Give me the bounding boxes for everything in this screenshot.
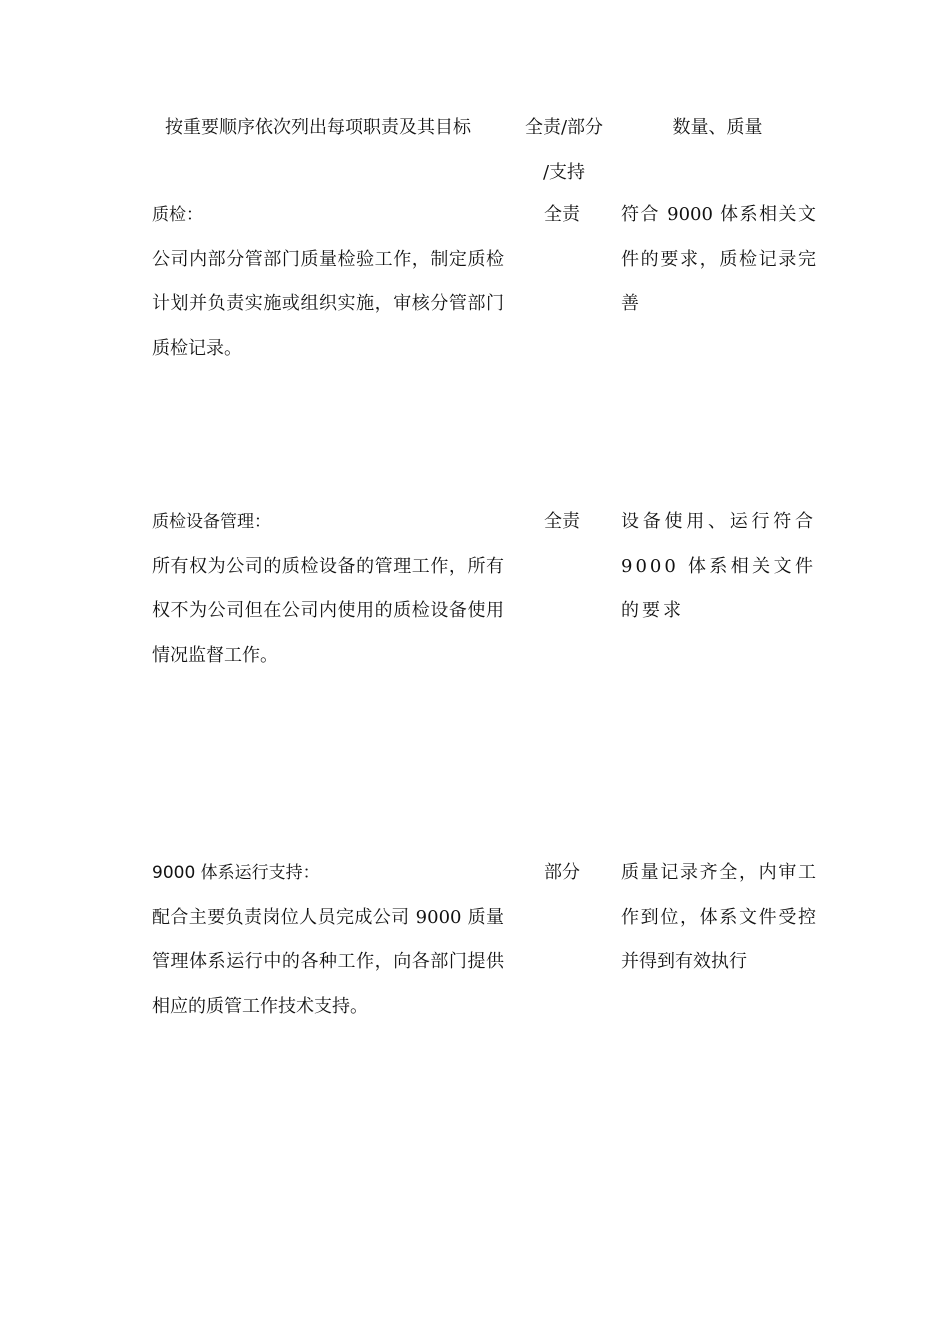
header-scope-line2: /支持: [542, 162, 586, 183]
scope-cell: 全责: [544, 204, 580, 225]
duty-title: 9000 体系运行支持：: [152, 863, 320, 883]
header-measure-column: 数量、质量: [672, 117, 763, 138]
measure-cell: 符合 9000 体系相关文件的要求，质检记录完善: [621, 204, 816, 314]
duty-description: 配合主要负责岗位人员完成公司 9000 质量管理体系运行中的各种工作，向各部门提供相应的质管工作技术支持。: [152, 906, 504, 1017]
scope-cell: 全责: [544, 511, 580, 532]
measure-cell: 设备使用、运行符合 9000 体系相关文件的要求: [621, 511, 816, 621]
duty-description: 所有权为公司的质检设备的管理工作，所有权不为公司但在公司内使用的质检设备使用情况监督工作。: [152, 555, 504, 666]
duty-title: 质检设备管理：: [152, 512, 271, 532]
duty-cell: [152, 851, 504, 1029]
duty-cell: [152, 500, 504, 678]
header-duty-column: 按重要顺序依次列出每项职责及其目标: [165, 117, 471, 138]
duty-description: 公司内部分管部门质量检验工作，制定质检计划并负责实施或组织实施，审核分管部门质检记录。: [152, 248, 504, 359]
header-scope-line1: 全责/部分: [524, 117, 604, 138]
scope-cell: 部分: [544, 862, 580, 883]
duty-title: 质检：: [152, 205, 203, 225]
measure-cell: 质量记录齐全，内审工作到位，体系文件受控并得到有效执行: [621, 862, 816, 972]
header-scope-column: [519, 105, 609, 195]
duty-cell: [152, 193, 504, 371]
